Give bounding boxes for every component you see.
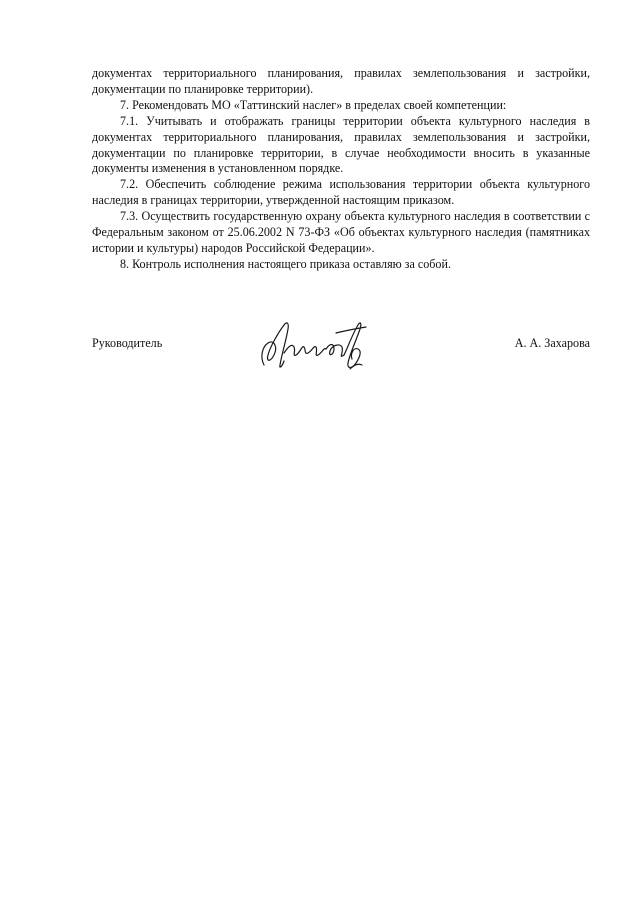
signatory-title: Руководитель: [92, 336, 163, 350]
paragraph-item-8: 8. Контроль исполнения настоящего приказа оставляю за собой.: [120, 256, 451, 271]
paragraph-item-7: 7. Рекомендовать МО «Таттинский наслег» в пределах своей компетенции:: [120, 97, 507, 112]
handwritten-signature: [254, 313, 374, 377]
paragraph-continuation: документах территориального планирования, правилах землепользования и застройки, документации по планировке территории).: [92, 66, 590, 96]
paragraph-item-7-1: 7.1. Учитывать и отображать границы территории объекта культурного наследия в документах территориального планирования, правилах землепользования и застройки, документации по планировке территории, в случае необходимости вносить в указанные документы изменения в установленном порядке.: [92, 113, 590, 176]
signature-block: [92, 313, 590, 383]
signatory-name: А. А. Захарова: [514, 336, 590, 350]
paragraph-item-7-3: 7.3. Осуществить государственную охрану объекта культурного наследия в соответствии с Федеральным законом от 25.06.2002 N 73-ФЗ «Об объектах культурного наследия (памятниках истории и культуры) народов Российской Федерации».: [92, 209, 590, 255]
document-body: [92, 66, 590, 273]
paragraph-item-7-2: 7.2. Обеспечить соблюдение режима использования территории объекта культурного наследия в границах территории, утвержденной настоящим приказом.: [92, 177, 590, 208]
